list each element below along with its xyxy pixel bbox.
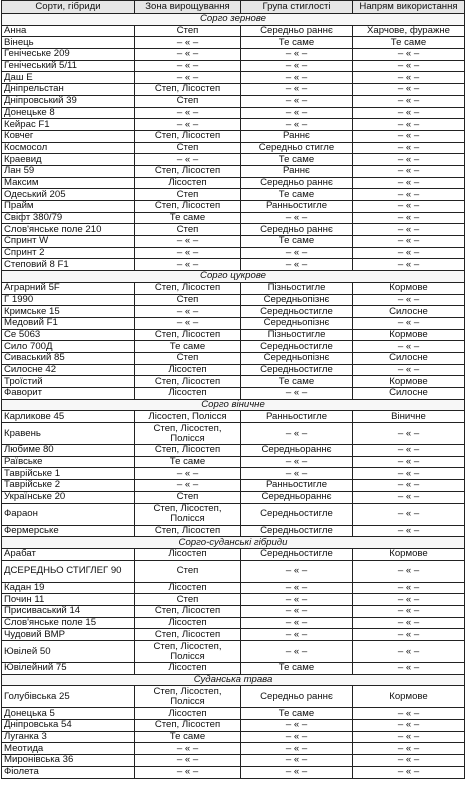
usage-cell: – « – bbox=[353, 236, 465, 248]
zone-cell: – « – bbox=[135, 247, 241, 259]
zone-cell: Лісостеп bbox=[135, 708, 241, 720]
table-row bbox=[2, 165, 465, 177]
zone-cell: Те саме bbox=[135, 212, 241, 224]
table-row bbox=[2, 189, 465, 201]
variety-name-cell: Фаворит bbox=[2, 388, 135, 400]
zone-cell: Те саме bbox=[135, 456, 241, 468]
header-cell: Група стиглості bbox=[241, 1, 353, 14]
maturity-group-cell: Середньостигле bbox=[241, 525, 353, 537]
usage-cell: – « – bbox=[353, 755, 465, 767]
maturity-group-cell: Те саме bbox=[241, 663, 353, 675]
zone-cell: Степ bbox=[135, 294, 241, 306]
variety-name-cell: ДСЕРЕДНЬО СТИГЛЕГ 90 bbox=[2, 560, 135, 582]
maturity-group-cell: – « – bbox=[241, 468, 353, 480]
variety-name-cell: Прайм bbox=[2, 201, 135, 213]
maturity-group-cell: Те саме bbox=[241, 376, 353, 388]
zone-cell: Степ, Лісостеп bbox=[135, 282, 241, 294]
maturity-group-cell: Середньо стигле bbox=[241, 142, 353, 154]
maturity-group-cell: Те саме bbox=[241, 236, 353, 248]
usage-cell: – « – bbox=[353, 294, 465, 306]
variety-name-cell: Аграрний 5F bbox=[2, 282, 135, 294]
variety-name-cell: Фіолета bbox=[2, 766, 135, 778]
maturity-group-cell: – « – bbox=[241, 72, 353, 84]
maturity-group-cell: – « – bbox=[241, 629, 353, 641]
table-body bbox=[2, 14, 465, 779]
maturity-group-cell: Середньораннє bbox=[241, 491, 353, 503]
usage-cell: – « – bbox=[353, 189, 465, 201]
variety-name-cell: Чудовий ВМР bbox=[2, 629, 135, 641]
variety-name-cell: Спринт W bbox=[2, 236, 135, 248]
section-row bbox=[2, 399, 465, 411]
maturity-group-cell: Те саме bbox=[241, 37, 353, 49]
usage-cell: – « – bbox=[353, 491, 465, 503]
variety-name-cell: Любиме 80 bbox=[2, 445, 135, 457]
variety-name-cell: Одеський 205 bbox=[2, 189, 135, 201]
variety-name-cell: Силосне 42 bbox=[2, 364, 135, 376]
variety-name-cell: Кравень bbox=[2, 423, 135, 445]
maturity-group-cell: Середньо раннє bbox=[241, 224, 353, 236]
variety-name-cell: Дніпровський 39 bbox=[2, 95, 135, 107]
table-header bbox=[2, 1, 465, 14]
zone-cell: – « – bbox=[135, 236, 241, 248]
variety-name-cell: Спринт 2 bbox=[2, 247, 135, 259]
usage-cell: – « – bbox=[353, 582, 465, 594]
zone-cell: Степ, Лісостеп bbox=[135, 84, 241, 96]
usage-cell: – « – bbox=[353, 49, 465, 61]
table-row bbox=[2, 341, 465, 353]
header-cell: Сорти, гібриди bbox=[2, 1, 135, 14]
usage-cell: – « – bbox=[353, 95, 465, 107]
maturity-group-cell: Середньопізнє bbox=[241, 294, 353, 306]
table-row bbox=[2, 119, 465, 131]
zone-cell: – « – bbox=[135, 306, 241, 318]
zone-cell: – « – bbox=[135, 37, 241, 49]
zone-cell: – « – bbox=[135, 317, 241, 329]
usage-cell: – « – bbox=[353, 201, 465, 213]
section-row bbox=[2, 537, 465, 549]
usage-cell: – « – bbox=[353, 731, 465, 743]
usage-cell: Силосне bbox=[353, 388, 465, 400]
table-row bbox=[2, 364, 465, 376]
zone-cell: Степ, Лісостеп bbox=[135, 525, 241, 537]
maturity-group-cell: – « – bbox=[241, 107, 353, 119]
table-row bbox=[2, 663, 465, 675]
maturity-group-cell: – « – bbox=[241, 594, 353, 606]
usage-cell: – « – bbox=[353, 480, 465, 492]
maturity-group-cell: Ранньостигле bbox=[241, 411, 353, 423]
usage-cell: Силосне bbox=[353, 306, 465, 318]
maturity-group-cell: – « – bbox=[241, 95, 353, 107]
table-row bbox=[2, 247, 465, 259]
usage-cell: – « – bbox=[353, 423, 465, 445]
zone-cell: Степ bbox=[135, 224, 241, 236]
zone-cell: Лісостеп bbox=[135, 582, 241, 594]
section-title: Сорго зернове bbox=[2, 14, 465, 26]
table-row bbox=[2, 84, 465, 96]
variety-name-cell: Фараон bbox=[2, 503, 135, 525]
maturity-group-cell: Середньостигле bbox=[241, 364, 353, 376]
usage-cell: – « – bbox=[353, 525, 465, 537]
variety-name-cell: Арабат bbox=[2, 548, 135, 560]
maturity-group-cell: Ранньостигле bbox=[241, 201, 353, 213]
table-row bbox=[2, 388, 465, 400]
maturity-group-cell: – « – bbox=[241, 456, 353, 468]
table-row bbox=[2, 49, 465, 61]
zone-cell: Степ, Лісостеп bbox=[135, 720, 241, 732]
variety-name-cell: Сило 700Д bbox=[2, 341, 135, 353]
zone-cell: Лісостеп bbox=[135, 663, 241, 675]
zone-cell: Степ, Лісостеп bbox=[135, 629, 241, 641]
maturity-group-cell: – « – bbox=[241, 212, 353, 224]
header-cell: Зона вирощування bbox=[135, 1, 241, 14]
maturity-group-cell: – « – bbox=[241, 423, 353, 445]
table-row bbox=[2, 525, 465, 537]
zone-cell: Степ, Лісостеп bbox=[135, 376, 241, 388]
variety-name-cell: Медовий F1 bbox=[2, 317, 135, 329]
section-title: Суданська трава bbox=[2, 674, 465, 686]
usage-cell: – « – bbox=[353, 119, 465, 131]
table-row bbox=[2, 641, 465, 663]
maturity-group-cell: Середньораннє bbox=[241, 445, 353, 457]
usage-cell: – « – bbox=[353, 60, 465, 72]
maturity-group-cell: Те саме bbox=[241, 708, 353, 720]
variety-name-cell: Кейрас F1 bbox=[2, 119, 135, 131]
usage-cell: – « – bbox=[353, 617, 465, 629]
table-row bbox=[2, 154, 465, 166]
section-row bbox=[2, 14, 465, 26]
table-row bbox=[2, 60, 465, 72]
usage-cell: – « – bbox=[353, 154, 465, 166]
variety-name-cell: Миронівська 36 bbox=[2, 755, 135, 767]
usage-cell: – « – bbox=[353, 247, 465, 259]
maturity-group-cell: – « – bbox=[241, 560, 353, 582]
variety-name-cell: Слов'янське поле 210 bbox=[2, 224, 135, 236]
table-row bbox=[2, 201, 465, 213]
table-row bbox=[2, 594, 465, 606]
usage-cell: – « – bbox=[353, 177, 465, 189]
table-row bbox=[2, 282, 465, 294]
table-row bbox=[2, 236, 465, 248]
zone-cell: Степ, Лісостеп bbox=[135, 165, 241, 177]
maturity-group-cell: – « – bbox=[241, 84, 353, 96]
table-row bbox=[2, 755, 465, 767]
table-row bbox=[2, 605, 465, 617]
zone-cell: – « – bbox=[135, 107, 241, 119]
table-row bbox=[2, 468, 465, 480]
variety-name-cell: Лан 59 bbox=[2, 165, 135, 177]
zone-cell: Степ, Лісостеп, Полісся bbox=[135, 423, 241, 445]
maturity-group-cell: – « – bbox=[241, 49, 353, 61]
zone-cell: – « – bbox=[135, 60, 241, 72]
table-row bbox=[2, 617, 465, 629]
table-row bbox=[2, 306, 465, 318]
maturity-group-cell: – « – bbox=[241, 259, 353, 271]
zone-cell: Степ bbox=[135, 491, 241, 503]
maturity-group-cell: – « – bbox=[241, 743, 353, 755]
section-row bbox=[2, 674, 465, 686]
variety-name-cell: Анна bbox=[2, 25, 135, 37]
table-row bbox=[2, 708, 465, 720]
table-row bbox=[2, 352, 465, 364]
usage-cell: Кормове bbox=[353, 329, 465, 341]
zone-cell: Степ, Лісостеп bbox=[135, 445, 241, 457]
variety-name-cell: Фермерське bbox=[2, 525, 135, 537]
maturity-group-cell: – « – bbox=[241, 247, 353, 259]
maturity-group-cell: – « – bbox=[241, 605, 353, 617]
zone-cell: – « – bbox=[135, 72, 241, 84]
variety-name-cell: Дніпрельстан bbox=[2, 84, 135, 96]
maturity-group-cell: Раннє bbox=[241, 130, 353, 142]
variety-name-cell: Таврійське 2 bbox=[2, 480, 135, 492]
usage-cell: – « – bbox=[353, 317, 465, 329]
maturity-group-cell: – « – bbox=[241, 720, 353, 732]
variety-name-cell: Даш Е bbox=[2, 72, 135, 84]
variety-name-cell: Донецьке 8 bbox=[2, 107, 135, 119]
maturity-group-cell: Середньостигле bbox=[241, 306, 353, 318]
variety-name-cell: Таврійське 1 bbox=[2, 468, 135, 480]
table-row bbox=[2, 720, 465, 732]
zone-cell: Лісостеп bbox=[135, 548, 241, 560]
usage-cell: – « – bbox=[353, 560, 465, 582]
maturity-group-cell: Пізньостигле bbox=[241, 282, 353, 294]
maturity-group-cell: Середньо раннє bbox=[241, 686, 353, 708]
maturity-group-cell: Середньостигле bbox=[241, 548, 353, 560]
table-row bbox=[2, 317, 465, 329]
maturity-group-cell: – « – bbox=[241, 755, 353, 767]
table-row bbox=[2, 130, 465, 142]
table-row bbox=[2, 95, 465, 107]
maturity-group-cell: – « – bbox=[241, 766, 353, 778]
usage-cell: Силосне bbox=[353, 352, 465, 364]
table-row bbox=[2, 491, 465, 503]
variety-name-cell: Ковчег bbox=[2, 130, 135, 142]
maturity-group-cell: Те саме bbox=[241, 154, 353, 166]
variety-name-cell: Вінець bbox=[2, 37, 135, 49]
zone-cell: Те саме bbox=[135, 731, 241, 743]
usage-cell: – « – bbox=[353, 212, 465, 224]
section-row bbox=[2, 271, 465, 283]
table-row bbox=[2, 456, 465, 468]
usage-cell: Кормове bbox=[353, 376, 465, 388]
usage-cell: – « – bbox=[353, 468, 465, 480]
maturity-group-cell: Пізньостигле bbox=[241, 329, 353, 341]
usage-cell: – « – bbox=[353, 720, 465, 732]
section-title: Сорго-суданські гібриди bbox=[2, 537, 465, 549]
usage-cell: – « – bbox=[353, 364, 465, 376]
variety-name-cell: Меотида bbox=[2, 743, 135, 755]
usage-cell: – « – bbox=[353, 142, 465, 154]
usage-cell: Кормове bbox=[353, 548, 465, 560]
table-row bbox=[2, 548, 465, 560]
usage-cell: – « – bbox=[353, 766, 465, 778]
usage-cell: – « – bbox=[353, 259, 465, 271]
zone-cell: Лісостеп bbox=[135, 364, 241, 376]
variety-name-cell: Раївське bbox=[2, 456, 135, 468]
zone-cell: – « – bbox=[135, 259, 241, 271]
variety-name-cell: Українське 20 bbox=[2, 491, 135, 503]
usage-cell: Харчове, фуражне bbox=[353, 25, 465, 37]
usage-cell: – « – bbox=[353, 72, 465, 84]
table-row bbox=[2, 411, 465, 423]
table-row bbox=[2, 743, 465, 755]
usage-cell: – « – bbox=[353, 130, 465, 142]
table-row bbox=[2, 142, 465, 154]
maturity-group-cell: Те саме bbox=[241, 189, 353, 201]
variety-name-cell: Дніпровська 54 bbox=[2, 720, 135, 732]
maturity-group-cell: Середньопізнє bbox=[241, 317, 353, 329]
zone-cell: – « – bbox=[135, 468, 241, 480]
variety-name-cell: Сиваський 85 bbox=[2, 352, 135, 364]
usage-cell: – « – bbox=[353, 708, 465, 720]
variety-name-cell: Генічеське 209 bbox=[2, 49, 135, 61]
variety-name-cell: Почин 11 bbox=[2, 594, 135, 606]
zone-cell: – « – bbox=[135, 755, 241, 767]
header-cell: Напрям використання bbox=[353, 1, 465, 14]
maturity-group-cell: – « – bbox=[241, 60, 353, 72]
usage-cell: – « – bbox=[353, 84, 465, 96]
variety-name-cell: Ювілей 50 bbox=[2, 641, 135, 663]
variety-name-cell: Голубівська 25 bbox=[2, 686, 135, 708]
variety-name-cell: Степовий 8 F1 bbox=[2, 259, 135, 271]
usage-cell: – « – bbox=[353, 456, 465, 468]
maturity-group-cell: – « – bbox=[241, 388, 353, 400]
table-row bbox=[2, 177, 465, 189]
maturity-group-cell: Раннє bbox=[241, 165, 353, 177]
zone-cell: Степ bbox=[135, 142, 241, 154]
variety-name-cell: Свіфт 380/79 bbox=[2, 212, 135, 224]
zone-cell: Степ, Лісостеп, Полісся bbox=[135, 686, 241, 708]
zone-cell: Степ bbox=[135, 95, 241, 107]
variety-name-cell: Донецька 5 bbox=[2, 708, 135, 720]
table-row bbox=[2, 224, 465, 236]
usage-cell: – « – bbox=[353, 503, 465, 525]
variety-name-cell: Максим bbox=[2, 177, 135, 189]
zone-cell: Степ, Лісостеп bbox=[135, 130, 241, 142]
table-row bbox=[2, 445, 465, 457]
zone-cell: – « – bbox=[135, 743, 241, 755]
table-row bbox=[2, 72, 465, 84]
table-row bbox=[2, 731, 465, 743]
zone-cell: Степ bbox=[135, 352, 241, 364]
maturity-group-cell: Середньостигле bbox=[241, 341, 353, 353]
table-row bbox=[2, 212, 465, 224]
maturity-group-cell: – « – bbox=[241, 641, 353, 663]
variety-name-cell: Г 1990 bbox=[2, 294, 135, 306]
maturity-group-cell: – « – bbox=[241, 731, 353, 743]
maturity-group-cell: – « – bbox=[241, 119, 353, 131]
table-row bbox=[2, 766, 465, 778]
usage-cell: – « – bbox=[353, 165, 465, 177]
maturity-group-cell: Середньопізнє bbox=[241, 352, 353, 364]
usage-cell: – « – bbox=[353, 743, 465, 755]
variety-name-cell: Кримське 15 bbox=[2, 306, 135, 318]
zone-cell: Лісостеп bbox=[135, 388, 241, 400]
variety-name-cell: Ювілейний 75 bbox=[2, 663, 135, 675]
zone-cell: Степ, Лісостеп, Полісся bbox=[135, 641, 241, 663]
table-row bbox=[2, 107, 465, 119]
maturity-group-cell: Середньо раннє bbox=[241, 177, 353, 189]
zone-cell: – « – bbox=[135, 119, 241, 131]
variety-name-cell: Луганка 3 bbox=[2, 731, 135, 743]
section-title: Сорго цукрове bbox=[2, 271, 465, 283]
usage-cell: – « – bbox=[353, 629, 465, 641]
table-row bbox=[2, 629, 465, 641]
zone-cell: Степ bbox=[135, 25, 241, 37]
variety-name-cell: Генічеський 5/11 bbox=[2, 60, 135, 72]
table-row bbox=[2, 329, 465, 341]
zone-cell: Степ bbox=[135, 594, 241, 606]
usage-cell: – « – bbox=[353, 663, 465, 675]
usage-cell: – « – bbox=[353, 641, 465, 663]
variety-name-cell: Кадан 19 bbox=[2, 582, 135, 594]
zone-cell: – « – bbox=[135, 154, 241, 166]
zone-cell: Лісостеп bbox=[135, 617, 241, 629]
usage-cell: – « – bbox=[353, 341, 465, 353]
usage-cell: – « – bbox=[353, 594, 465, 606]
table-row bbox=[2, 376, 465, 388]
table-row bbox=[2, 582, 465, 594]
table-row bbox=[2, 37, 465, 49]
table-row bbox=[2, 294, 465, 306]
variety-name-cell: Космосол bbox=[2, 142, 135, 154]
zone-cell: Степ, Лісостеп bbox=[135, 605, 241, 617]
zone-cell: Степ, Лісостеп bbox=[135, 201, 241, 213]
maturity-group-cell: Середньостигле bbox=[241, 503, 353, 525]
zone-cell: Те саме bbox=[135, 341, 241, 353]
usage-cell: – « – bbox=[353, 605, 465, 617]
usage-cell: – « – bbox=[353, 107, 465, 119]
usage-cell: Те саме bbox=[353, 37, 465, 49]
zone-cell: Степ bbox=[135, 189, 241, 201]
table-row bbox=[2, 480, 465, 492]
variety-name-cell: Троїстий bbox=[2, 376, 135, 388]
usage-cell: – « – bbox=[353, 445, 465, 457]
varieties-table bbox=[1, 0, 465, 779]
zone-cell: Степ, Лісостеп, Полісся bbox=[135, 503, 241, 525]
table-row bbox=[2, 560, 465, 582]
table-row bbox=[2, 686, 465, 708]
maturity-group-cell: – « – bbox=[241, 617, 353, 629]
usage-cell: Віничне bbox=[353, 411, 465, 423]
maturity-group-cell: Середньо раннє bbox=[241, 25, 353, 37]
zone-cell: – « – bbox=[135, 480, 241, 492]
variety-name-cell: Карликове 45 bbox=[2, 411, 135, 423]
variety-name-cell: Се 5063 bbox=[2, 329, 135, 341]
maturity-group-cell: Ранньостигле bbox=[241, 480, 353, 492]
zone-cell: Степ, Лісостеп bbox=[135, 329, 241, 341]
zone-cell: Степ bbox=[135, 560, 241, 582]
table-row bbox=[2, 25, 465, 37]
usage-cell: Кормове bbox=[353, 686, 465, 708]
usage-cell: Кормове bbox=[353, 282, 465, 294]
usage-cell: – « – bbox=[353, 224, 465, 236]
variety-name-cell: Краевид bbox=[2, 154, 135, 166]
table-row bbox=[2, 423, 465, 445]
section-title: Сорго віничне bbox=[2, 399, 465, 411]
variety-name-cell: Слов'янське поле 15 bbox=[2, 617, 135, 629]
table-row bbox=[2, 259, 465, 271]
maturity-group-cell: – « – bbox=[241, 582, 353, 594]
zone-cell: – « – bbox=[135, 766, 241, 778]
table-row bbox=[2, 503, 465, 525]
zone-cell: Лісостеп bbox=[135, 177, 241, 189]
zone-cell: – « – bbox=[135, 49, 241, 61]
zone-cell: Лісостеп, Полісся bbox=[135, 411, 241, 423]
variety-name-cell: Присиваський 14 bbox=[2, 605, 135, 617]
